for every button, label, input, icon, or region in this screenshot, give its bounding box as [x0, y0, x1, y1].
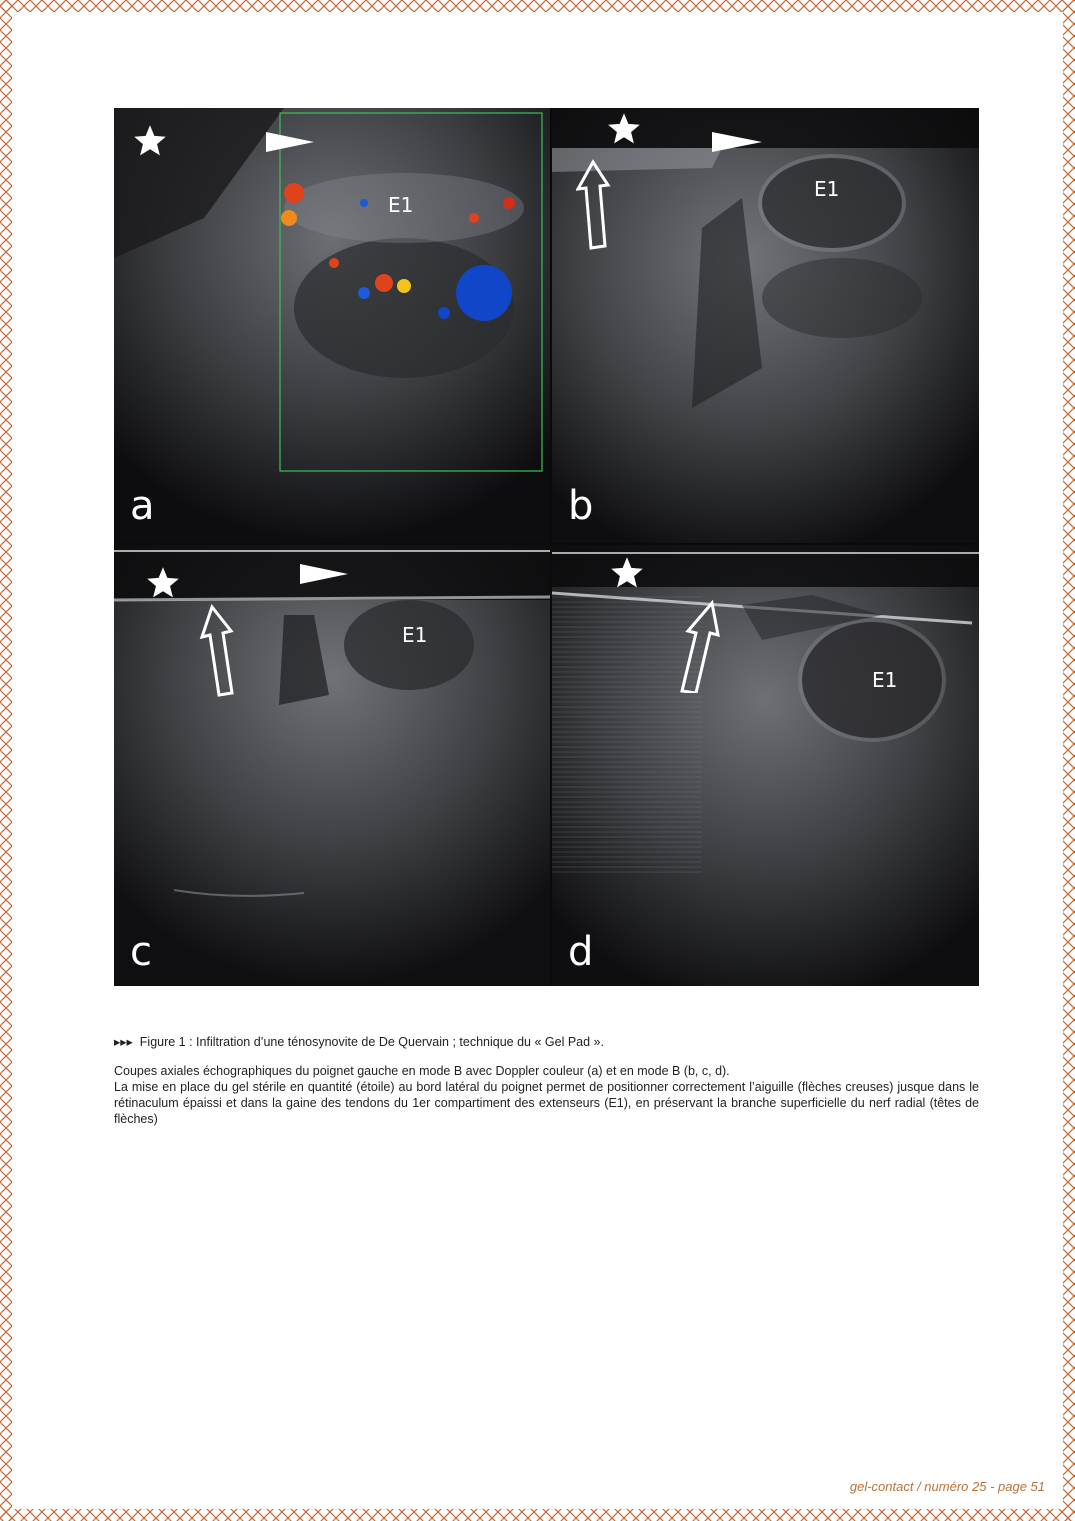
star-icon: [605, 111, 643, 147]
page-footer: gel-contact / numéro 25 - page 51: [849, 1479, 1045, 1494]
arrowhead-icon: [712, 130, 764, 154]
caption-line-1: Coupes axiales échographiques du poignet gauche en mode B avec Doppler couleur (a) et en mode B (b, c, d).: [114, 1064, 730, 1078]
tendon-label-e1: E1: [402, 623, 428, 647]
panel-letter: b: [568, 483, 594, 529]
arrowhead-icon: [300, 562, 350, 586]
panel-letter: a: [130, 483, 155, 529]
arrowhead-icon: [266, 130, 316, 154]
tendon-label-e1: E1: [872, 668, 898, 692]
caption-title: Figure 1 : Infiltration d’une ténosynovite de De Quervain ; technique du « Gel Pad ».: [139, 1035, 604, 1049]
tendon-label-e1: E1: [814, 177, 840, 201]
caption-bullets: ▸▸▸: [114, 1035, 133, 1049]
star-icon: [144, 565, 182, 601]
ultrasound-image-c: [114, 545, 550, 986]
hollow-arrow-icon: [670, 597, 726, 693]
panel-d: [552, 545, 979, 986]
panel-letter: c: [130, 929, 152, 975]
caption-title-line: [114, 1034, 979, 1050]
panel-c: [114, 545, 550, 986]
caption-line-2: La mise en place du gel stérile en quantité (étoile) au bord latéral du poignet permet de positionner correctement l’aiguille (flèches creuses) jusque dans le rétinaculum épaissi et dans la gaine des tendons du 1er compartiment des extenseurs (E1), en préservant la branche superficielle du nerf radial (têtes de flèches): [114, 1080, 979, 1126]
panel-a: [114, 108, 550, 543]
ultrasound-figure: [114, 108, 979, 986]
star-icon: [608, 555, 646, 591]
star-icon: [131, 123, 169, 159]
hollow-arrow-icon: [576, 158, 620, 250]
panel-b: [552, 108, 979, 543]
panel-letter: d: [568, 929, 594, 975]
figure-caption: [114, 1034, 979, 1127]
tendon-label-e1: E1: [388, 193, 414, 217]
hollow-arrow-icon: [194, 603, 238, 697]
ultrasound-image-d: [552, 545, 979, 986]
ultrasound-image-a: [114, 108, 550, 543]
